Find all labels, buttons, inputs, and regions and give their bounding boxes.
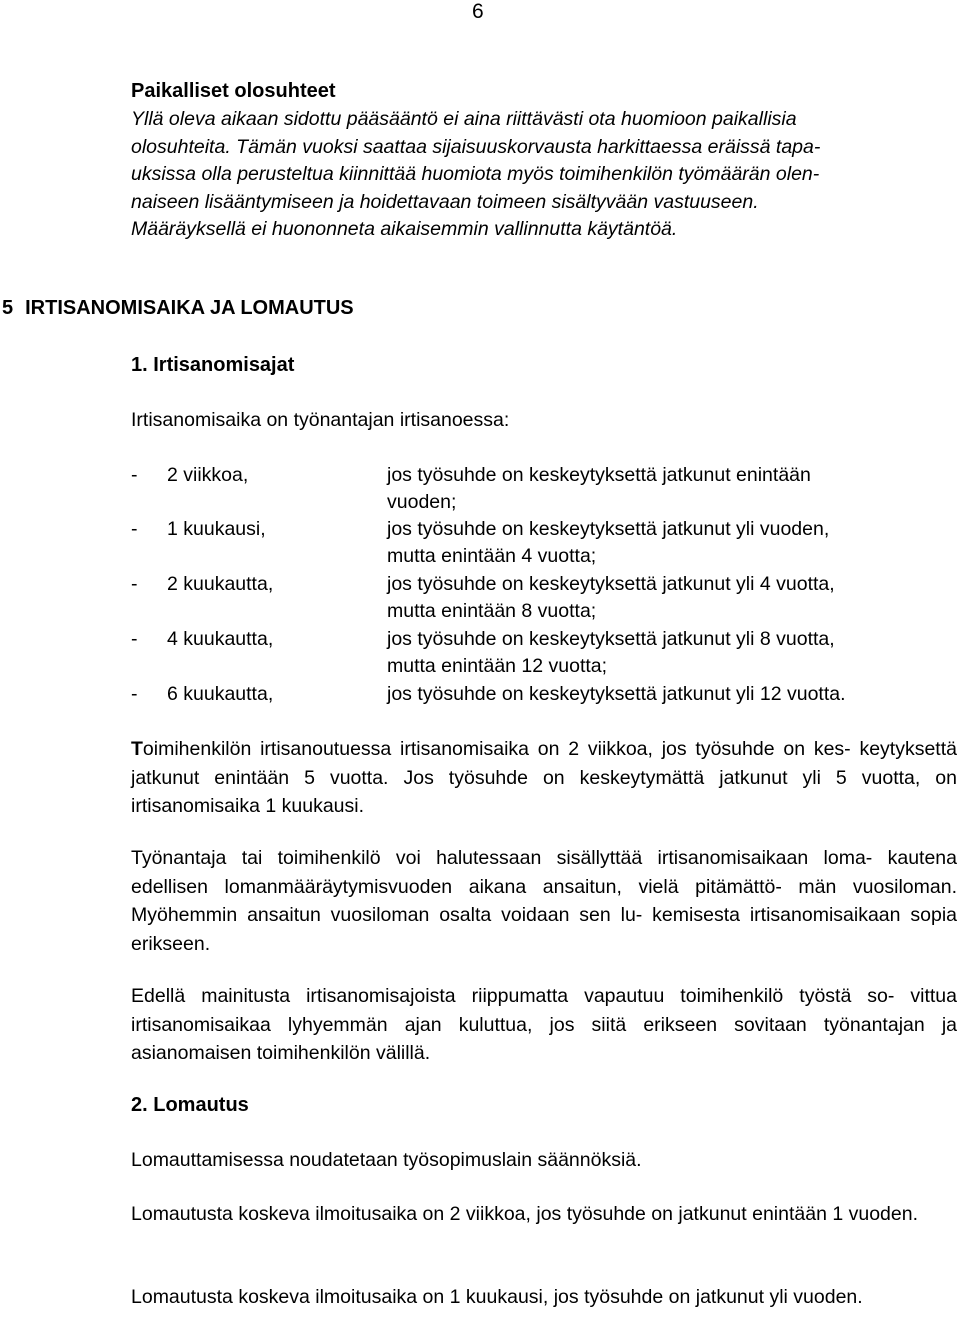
employee-notice-paragraph bbox=[131, 735, 957, 821]
notice-periods-intro: Irtisanomisaika on työnantajan irtisanoessa: bbox=[131, 409, 510, 431]
section-number: 5 bbox=[2, 297, 14, 319]
period-condition-line: jos työsuhde on keskeytyksettä jatkunut enintään bbox=[387, 464, 811, 486]
period-condition-line: mutta enintään 8 vuotta; bbox=[387, 600, 597, 622]
period-condition-line: mutta enintään 12 vuotta; bbox=[387, 655, 608, 677]
local-conditions-line: Yllä oleva aikaan sidottu pääsääntö ei aina riittävästi ota huomioon paikallisia bbox=[131, 108, 797, 130]
local-conditions-heading: Paikalliset olosuhteet bbox=[131, 80, 336, 102]
period-condition bbox=[387, 571, 957, 625]
period-condition bbox=[387, 516, 957, 570]
page-number: 6 bbox=[472, 0, 484, 23]
local-conditions-line: olosuhteita. Tämän vuoksi saattaa sijaisuuskorvausta harkittaessa eräissä tapa- bbox=[131, 135, 821, 158]
local-conditions-line: Määräyksellä ei huononneta aikaisemmin vallinnutta käytäntöä. bbox=[131, 218, 678, 240]
period-length: 4 kuukautta, bbox=[167, 628, 274, 650]
layoff-paragraph: Lomauttamisessa noudatetaan työsopimuslain säännöksiä. bbox=[131, 1149, 642, 1171]
period-condition-line: jos työsuhde on keskeytyksettä jatkunut yli 4 vuotta, bbox=[387, 573, 835, 595]
layoff-paragraph: Lomautusta koskeva ilmoitusaika on 2 viikkoa, jos työsuhde on jatkunut enintään 1 vuoden. bbox=[131, 1203, 918, 1225]
period-condition bbox=[387, 681, 957, 708]
holiday-paragraph: Työnantaja tai toimihenkilö voi halutessaan sisällyttää irtisanomisaikaan loma- kautena edellisen lomanmääräytymisvuoden aikana ansaitun, vielä pitämättö- män vuosiloman. Myöhemmin ansaitun vuosiloman osalta voidaan sen lu- kemisesta irtisanomisaikaan sopia erikseen. bbox=[131, 847, 957, 955]
local-conditions-line: uksissa olla perusteltua kiinnittää huomiota myös toimihenkilön työmäärän olen- bbox=[131, 163, 820, 185]
local-conditions-line: naiseen lisääntymiseen ja hoidettavaan toimeen sisältyvään vastuuseen. bbox=[131, 190, 759, 213]
list-dash: - bbox=[131, 464, 138, 486]
layoff-heading: 2. Lomautus bbox=[131, 1094, 249, 1116]
local-conditions-text bbox=[131, 106, 957, 244]
section-title: IRTISANOMISAIKA JA LOMAUTUS bbox=[25, 297, 354, 319]
period-condition-line: jos työsuhde on keskeytyksettä jatkunut yli 12 vuotta. bbox=[387, 683, 846, 705]
section-heading bbox=[2, 297, 354, 320]
period-condition bbox=[387, 626, 957, 680]
period-length: 2 kuukautta, bbox=[167, 573, 274, 595]
paragraph-text: oimihenkilön irtisanoutuessa irtisanomisaika on 2 viikkoa, jos työsuhde on kes- keytyksettä jatkunut enintään 5 vuotta. Jos työsuhde on keskeytymättä jatkunut yli 5 vuotta, on irtisanomisaika 1 kuukausi. bbox=[131, 738, 957, 817]
paragraph-initial: T bbox=[131, 738, 143, 760]
period-condition bbox=[387, 462, 957, 516]
list-dash: - bbox=[131, 518, 138, 540]
release-paragraph: Edellä mainitusta irtisanomisajoista riippumatta vapautuu toimihenkilö työstä so- vittua irtisanomisaikaa lyhyemmän ajan kuluttua, jos siitä erikseen sovitaan työnantajan ja asianomaisen toimihenkilön välillä. bbox=[131, 985, 957, 1064]
period-condition-line: jos työsuhde on keskeytyksettä jatkunut yli 8 vuotta, bbox=[387, 628, 835, 650]
notice-periods-heading: 1. Irtisanomisajat bbox=[131, 354, 295, 376]
period-condition-line: jos työsuhde on keskeytyksettä jatkunut yli vuoden, bbox=[387, 518, 830, 540]
period-condition-line: vuoden; bbox=[387, 491, 457, 513]
list-dash: - bbox=[131, 573, 138, 595]
period-length: 2 viikkoa, bbox=[167, 464, 249, 486]
list-dash: - bbox=[131, 683, 138, 705]
period-length: 6 kuukautta, bbox=[167, 683, 274, 705]
period-condition-line: mutta enintään 4 vuotta; bbox=[387, 545, 597, 567]
period-length: 1 kuukausi, bbox=[167, 518, 266, 540]
layoff-paragraph: Lomautusta koskeva ilmoitusaika on 1 kuukausi, jos työsuhde on jatkunut yli vuoden. bbox=[131, 1286, 863, 1308]
list-dash: - bbox=[131, 628, 138, 650]
